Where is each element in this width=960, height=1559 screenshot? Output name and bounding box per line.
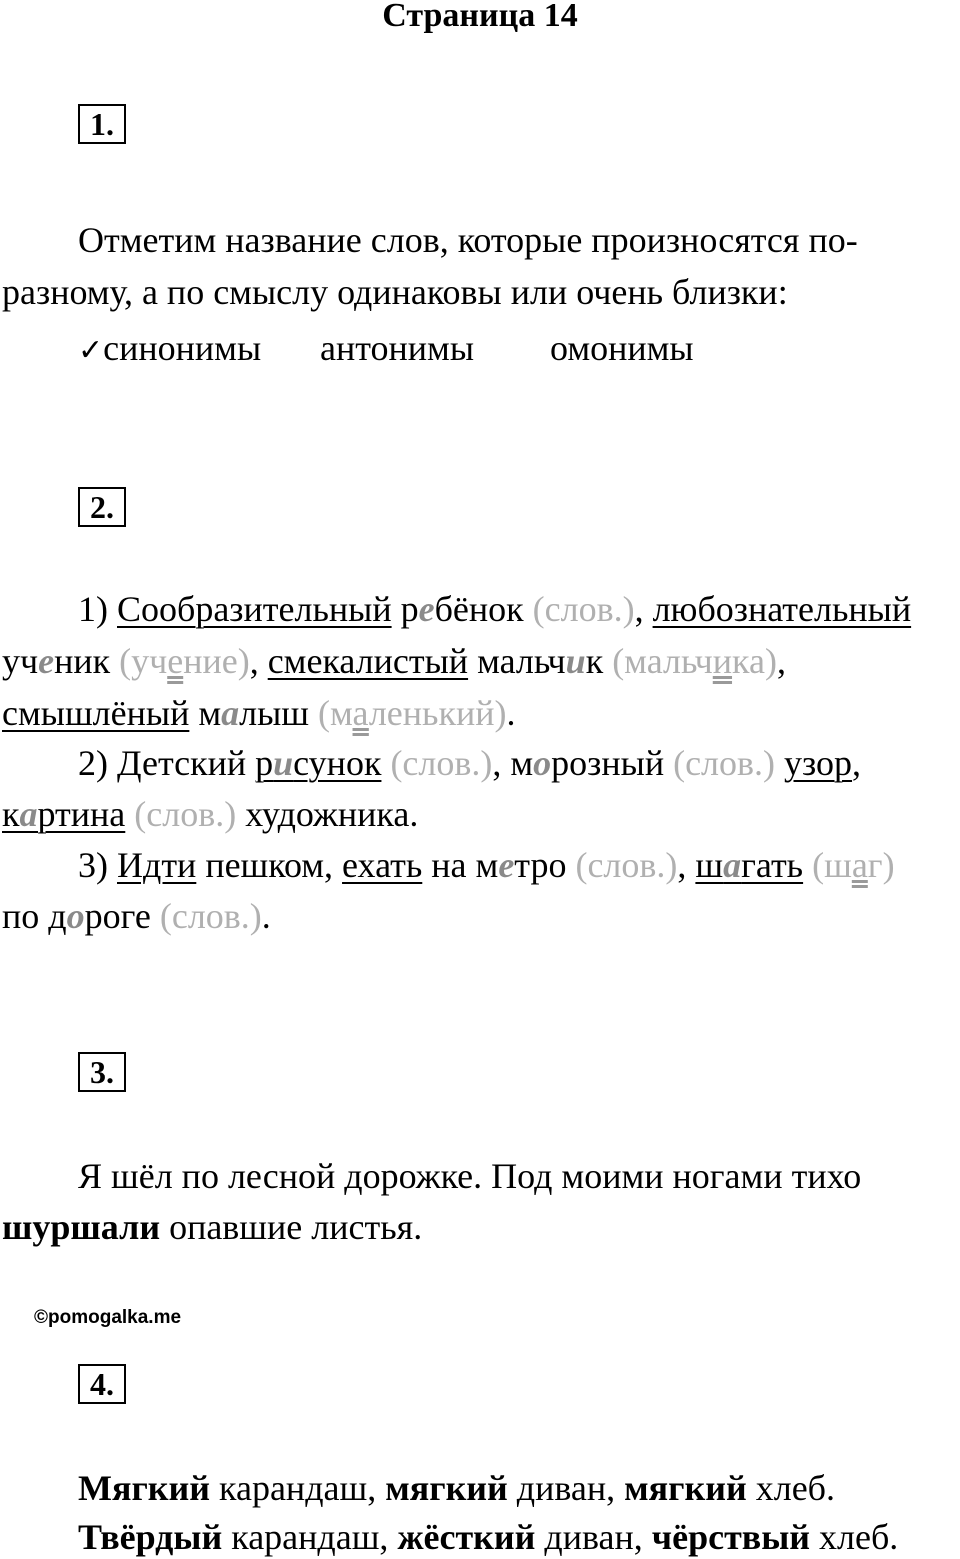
highlighted-verb: шуршали xyxy=(2,1207,161,1247)
task-2-sentence-1-line2: ученик (учение), смекалистый мальчик (мальчика), xyxy=(2,641,786,681)
task-4-number: 4. xyxy=(78,1364,126,1404)
task-1-number: 1. xyxy=(78,104,126,144)
task-2-sentence-1-line1: 1) Сообразительный ребёнок (слов.), любознательный xyxy=(78,589,912,629)
task-3-number: 3. xyxy=(78,1052,126,1092)
task-2-number: 2. xyxy=(78,487,126,527)
task-2-sentence-2-line2: картина (слов.) художника. xyxy=(2,794,419,834)
task-2-sentence-3-line1: 3) Идти пешком, ехать на метро (слов.), шагать (шаг) xyxy=(78,845,895,885)
watermark: ©pomogalka.me xyxy=(34,1307,182,1328)
task-4-row-2: Твёрдый карандаш, жёсткий диван, чёрствый хлеб. xyxy=(78,1517,899,1557)
task-1-text-line2: разному, а по смыслу одинаковы или очень близки: xyxy=(2,272,788,312)
page-title: Страница 14 xyxy=(382,0,578,34)
task-1-option-homonyms[interactable]: омонимы xyxy=(550,328,694,368)
task-3-line1: Я шёл по лесной дорожке. Под моими ногами тихо xyxy=(78,1156,862,1196)
task-1-option-synonyms[interactable] xyxy=(78,327,261,372)
task-4-row-1: Мягкий карандаш, мягкий диван, мягкий хлеб. xyxy=(78,1468,835,1508)
task-1-text-line1: Отметим название слов, которые произносятся по- xyxy=(78,220,858,260)
option-label: синонимы xyxy=(103,328,262,368)
task-2-sentence-2-line1: 2) Детский рисунок (слов.), морозный (слов.) узор, xyxy=(78,743,862,783)
checkmark-icon: ✓ xyxy=(78,333,104,368)
task-1-option-antonyms[interactable]: антонимы xyxy=(320,328,475,368)
task-2-sentence-1-line3: смышлёный малыш (маленький). xyxy=(2,693,516,733)
task-2-sentence-3-line2: по дороге (слов.). xyxy=(2,896,271,936)
task-3-line2: шуршали опавшие листья. xyxy=(2,1207,423,1247)
